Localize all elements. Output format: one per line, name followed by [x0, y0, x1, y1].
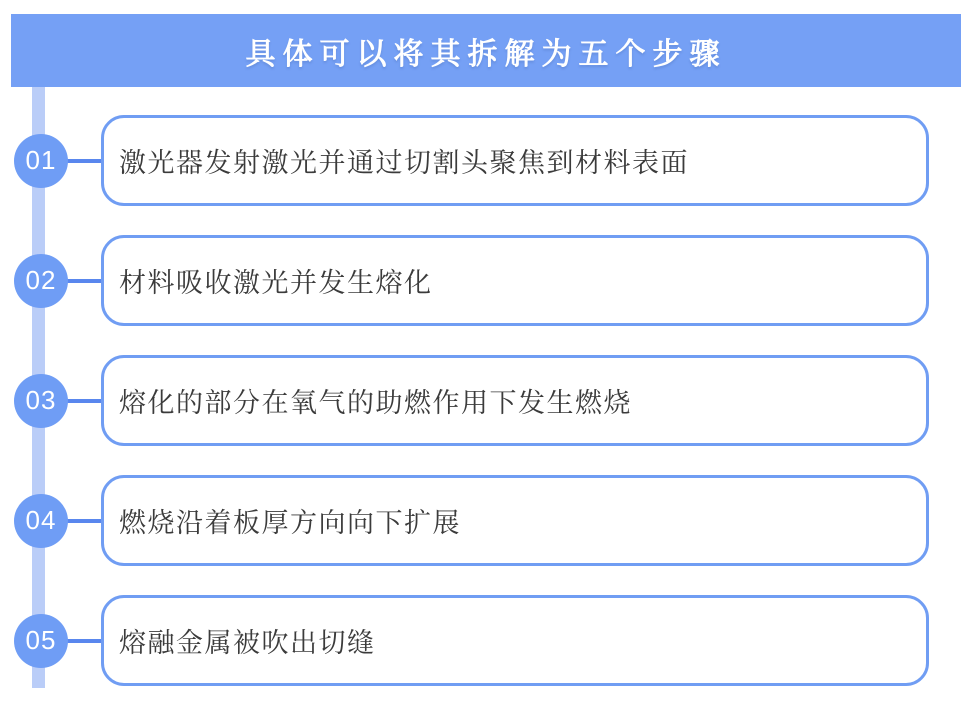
step-card	[101, 595, 929, 686]
step-card	[101, 235, 929, 326]
step-number: 03	[25, 385, 57, 415]
step-row	[0, 355, 972, 446]
step-card	[101, 475, 929, 566]
step-row	[0, 595, 972, 686]
steps-list	[0, 115, 972, 715]
step-number: 04	[25, 505, 57, 535]
step-text: 激光器发射激光并通过切割头聚焦到材料表面	[119, 148, 689, 178]
step-number-badge	[14, 374, 68, 428]
step-text: 熔化的部分在氧气的助燃作用下发生燃烧	[119, 388, 632, 418]
step-card	[101, 355, 929, 446]
step-text: 材料吸收激光并发生熔化	[119, 268, 433, 298]
step-number-badge	[14, 254, 68, 308]
step-text: 熔融金属被吹出切缝	[119, 628, 376, 658]
step-row	[0, 115, 972, 206]
step-number: 01	[25, 145, 57, 175]
step-number-badge	[14, 134, 68, 188]
step-number: 02	[25, 265, 57, 295]
step-card	[101, 115, 929, 206]
step-number-badge	[14, 494, 68, 548]
header-title: 具体可以将其拆解为五个步骤	[245, 37, 727, 71]
step-row	[0, 235, 972, 326]
header-banner	[11, 14, 961, 87]
step-text: 燃烧沿着板厚方向向下扩展	[119, 508, 461, 538]
step-row	[0, 475, 972, 566]
step-number-badge	[14, 614, 68, 668]
step-number: 05	[25, 625, 57, 655]
